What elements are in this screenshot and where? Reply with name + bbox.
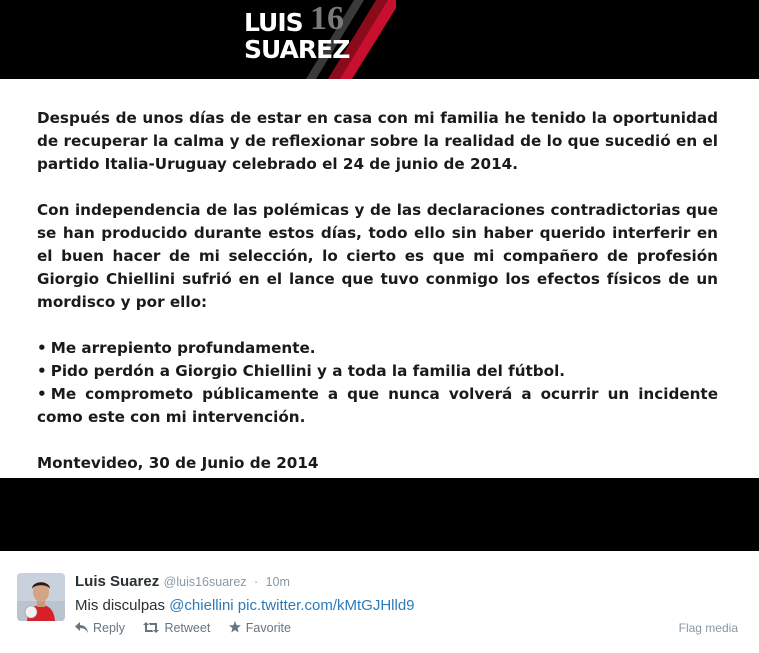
- reply-label: Reply: [93, 621, 125, 635]
- user-handle[interactable]: @luis16suarez: [163, 575, 247, 589]
- letter-signature: Montevideo, 30 de Junio de 2014: [37, 454, 319, 472]
- star-icon: [229, 621, 241, 633]
- tweet-header: [75, 573, 290, 591]
- media-link[interactable]: pic.twitter.com/kMtGJHlld9: [237, 597, 415, 614]
- tweet-text: [75, 597, 415, 614]
- tweet-actions: [75, 621, 306, 635]
- list-item: • Me arrepiento profundamente.: [37, 339, 316, 357]
- list-item: • Pido perdón a Giorgio Chiellini y a toda la familia del fútbol.: [37, 362, 566, 380]
- logo-last-name: SUAREZ: [244, 35, 350, 64]
- favorite-label: Favorite: [245, 621, 291, 635]
- avatar[interactable]: [17, 573, 65, 621]
- letter-paragraph-2: Con independencia de las polémicas y de las declaraciones contradictorias que se han producido durante estos días, todo ello sin haber querido interferir en el buen hacer de mi selección, lo cierto es que mi compañero de profesión Giorgio Chiellini sufrió en el lance que tuvo conmigo los efectos físicos de un mordisco y por ello:: [37, 201, 718, 311]
- reply-icon: [75, 622, 88, 633]
- header-separator: ·: [253, 575, 259, 589]
- retweet-icon: [143, 622, 159, 633]
- logo-first-name: LUIS: [244, 8, 303, 37]
- logo-number: 16: [310, 0, 344, 37]
- retweet-label: Retweet: [164, 621, 211, 635]
- favorite-button[interactable]: [229, 621, 291, 635]
- tweet-timestamp[interactable]: 10m: [265, 575, 290, 589]
- mention-link[interactable]: @chiellini: [169, 597, 234, 614]
- flag-media-link[interactable]: Flag media: [678, 621, 738, 635]
- retweet-button[interactable]: [143, 621, 210, 635]
- user-name[interactable]: Luis Suarez: [75, 573, 160, 590]
- reply-button[interactable]: [75, 621, 125, 635]
- tweet-text-body: Mis disculpas: [75, 597, 170, 614]
- letter-bullet-list: [37, 337, 718, 429]
- top-banner: [0, 0, 759, 79]
- avatar-photo: [17, 573, 65, 621]
- luis-suarez-logo: [236, 0, 396, 79]
- tweet: [0, 551, 759, 653]
- apology-letter: [37, 107, 718, 498]
- letter-paragraph-1: Después de unos días de estar en casa con mi familia he tenido la oportunidad de recuperar la calma y de reflexionar sobre la realidad de lo que sucedió en el partido Italia-Uruguay celebrado el 24 de junio de 2014.: [37, 109, 718, 173]
- list-item: • Me comprometo públicamente a que nunca volverá a ocurrir un incidente como este con mi intervención.: [37, 385, 718, 426]
- bottom-banner: [0, 478, 759, 551]
